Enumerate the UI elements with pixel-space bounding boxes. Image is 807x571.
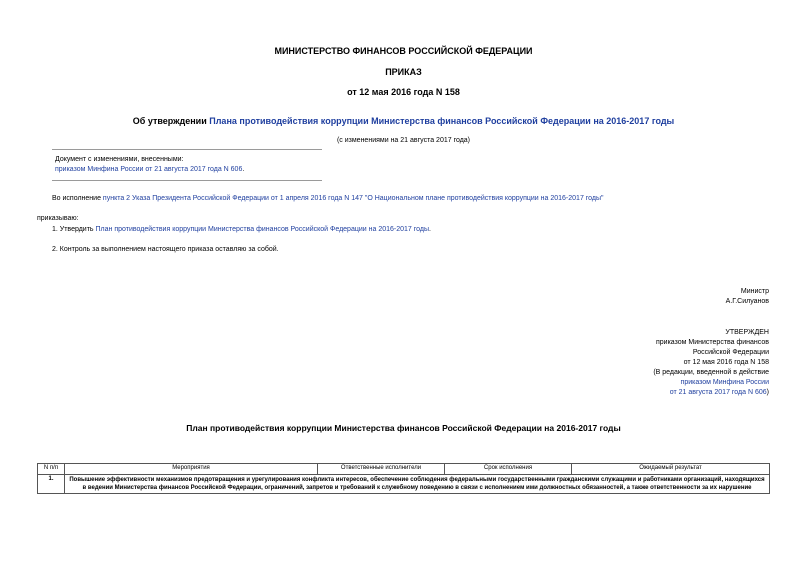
item1-suffix: . [429, 226, 431, 233]
approval-close: ) [766, 389, 769, 396]
preamble-prefix: Во исполнение [52, 195, 103, 202]
approval-line-4: (В редакции, введенной в действие [653, 369, 769, 376]
approval-block [653, 328, 769, 398]
approval-title: УТВЕРЖДЕН [725, 329, 769, 336]
approval-link-2[interactable]: от 21 августа 2017 года N 606 [669, 389, 767, 396]
row-section-text: Повышение эффективности механизмов предотвращения и урегулирования конфликта интересов, обеспечение соблюдения федеральными государственными гражданскими служащими и работниками организаций, находящихся в ведении Министерства финансов Российской Федерации, ограничений, запретов и требований к служебному поведению в связи с исполнением ими должностных обязанностей, а также ответственности за их нарушение [65, 475, 770, 494]
signature-name: А.Г.Силуанов [725, 298, 769, 305]
table-row [38, 475, 770, 494]
table-header-cell: Срок исполнения [445, 464, 572, 475]
changes-label: Документ с изменениями, внесенными: [55, 156, 184, 163]
subject-prefix: Об утверждении [132, 116, 210, 126]
changes-suffix: . [242, 166, 245, 173]
order-item-2: 2. Контроль за выполнением настоящего приказа оставляю за собой. [52, 246, 279, 253]
table-header-cell: Ожидаемый результат [572, 464, 770, 475]
approval-line-3: от 12 мая 2016 года N 158 [683, 359, 769, 366]
table-header-cell: Ответственные исполнители [318, 464, 445, 475]
doc-type-heading: ПРИКАЗ [385, 67, 422, 77]
preamble [52, 195, 604, 202]
item1-link[interactable]: План противодействия коррупции Министерства финансов Российской Федерации на 2016-2017 годы [95, 226, 429, 233]
edition-note: (с изменениями на 21 августа 2017 года) [336, 137, 471, 144]
signature-title: Министр [740, 288, 769, 295]
divider-top [52, 149, 322, 150]
changes-line [55, 166, 244, 173]
plan-title: План противодействия коррупции Министерства финансов Российской Федерации на 2016-2017 годы [186, 423, 621, 433]
ministry-heading: МИНИСТЕРСТВО ФИНАНСОВ РОССИЙСКОЙ ФЕДЕРАЦИИ [274, 46, 533, 56]
divider-bottom [52, 180, 322, 181]
changes-link[interactable]: приказом Минфина России от 21 августа 2017 года N 606 [55, 166, 243, 173]
doc-subject [0, 116, 807, 126]
preamble-link[interactable]: пункта 2 Указа Президента Российской Федерации от 1 апреля 2016 года N 147 "О Национальном плане противодействия коррупции на 2016-2017 годы" [102, 195, 604, 202]
subject-link[interactable]: Плана противодействия коррупции Министерства финансов Российской Федерации на 2016-2017 годы [209, 116, 675, 126]
order-item-1 [52, 226, 431, 233]
order-word: приказываю: [37, 215, 79, 222]
table-header-row [38, 464, 770, 475]
item1-prefix: 1. Утвердить [52, 226, 96, 233]
row-number: 1. [38, 475, 65, 494]
approval-line-1: приказом Министерства финансов [655, 339, 769, 346]
plan-table [37, 463, 770, 494]
approval-line-2: Российской Федерации [692, 349, 769, 356]
approval-link-1[interactable]: приказом Минфина России [680, 379, 769, 386]
table-header-cell: Мероприятия [65, 464, 318, 475]
doc-date-heading: от 12 мая 2016 года N 158 [347, 87, 460, 97]
table-header-cell: N п/п [38, 464, 65, 475]
